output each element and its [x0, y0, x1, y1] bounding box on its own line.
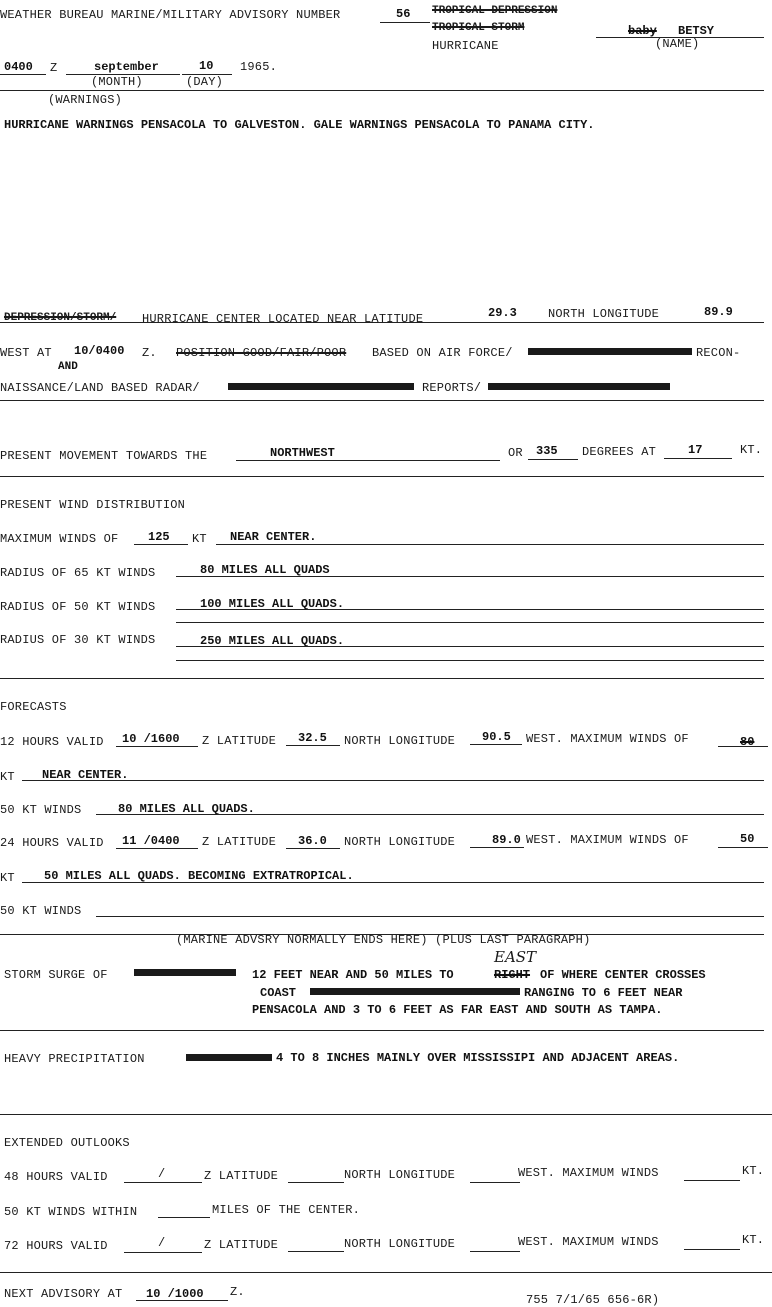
forecasts-heading: FORECASTS — [0, 700, 67, 714]
max-kt: KT — [192, 532, 207, 546]
w50-within-end: MILES OF THE CENTER. — [212, 1203, 361, 1217]
movement-speed: 17 — [688, 443, 703, 457]
h72-label: 72 HOURS VALID — [4, 1239, 108, 1253]
surge-struck-word: RIGHT — [494, 968, 531, 982]
max-winds-value: 125 — [148, 530, 170, 544]
h12-long: 90.5 — [482, 730, 511, 744]
center-latitude: 29.3 — [488, 306, 517, 320]
advisory-month: september — [94, 60, 159, 74]
h12-label: 12 HOURS VALID — [0, 735, 104, 749]
month-label: (MONTH) — [91, 75, 143, 89]
r65-value: 80 MILES ALL QUADS — [200, 563, 330, 577]
h72-z-lat: Z LATITUDE — [204, 1238, 279, 1252]
next-advisory-label: NEXT ADVISORY AT — [4, 1287, 123, 1301]
h12-w50: 80 MILES ALL QUADS. — [118, 802, 255, 816]
h24-valid: 11 /0400 — [122, 834, 180, 848]
warnings-text: HURRICANE WARNINGS PENSACOLA TO GALVESTON. GALE WARNINGS PENSACOLA TO PANAMA CITY. — [4, 118, 595, 132]
surge-line2-b: RANGING TO 6 FEET NEAR — [524, 986, 683, 1000]
h24-note: 50 MILES ALL QUADS. BECOMING EXTRATROPICAL. — [44, 869, 354, 883]
surge-line1-end: OF WHERE CENTER CROSSES — [540, 968, 706, 982]
z-label: Z — [50, 61, 58, 75]
reports-label: REPORTS/ — [422, 381, 482, 395]
next-advisory-z: Z. — [230, 1285, 245, 1299]
h48-slash: / — [158, 1167, 166, 1181]
h24-label: 24 HOURS VALID — [0, 836, 104, 850]
surge-line1: 12 FEET NEAR AND 50 MILES TO — [252, 968, 454, 982]
h12-kt: KT — [0, 770, 15, 784]
h24-lat: 36.0 — [298, 834, 327, 848]
max-winds-label: MAXIMUM WINDS OF — [0, 532, 119, 546]
warnings-label: (WARNINGS) — [48, 93, 123, 107]
h12-valid: 10 /1600 — [122, 732, 180, 746]
position-struck-prefix: DEPRESSION/STORM/ — [4, 312, 117, 324]
position-quality — [176, 346, 346, 360]
h72-slash: / — [158, 1236, 166, 1250]
r30-label: RADIUS OF 30 KT WINDS — [0, 633, 156, 647]
movement-direction: NORTHWEST — [270, 446, 335, 460]
h12-west-max: WEST. MAXIMUM WINDS OF — [526, 732, 689, 746]
h24-kt: KT — [0, 871, 15, 885]
storm-surge-label: STORM SURGE OF — [4, 968, 108, 982]
name-struck: baby — [628, 24, 657, 38]
h12-w50-label: 50 KT WINDS — [0, 803, 82, 817]
precip-text: 4 TO 8 INCHES MAINLY OVER MISSISSIPI AND ADJACENT AREAS. — [276, 1051, 680, 1065]
marine-note: (MARINE ADVSRY NORMALLY ENDS HERE) (PLUS LAST PARAGRAPH) — [176, 933, 591, 947]
center-longitude: 89.9 — [704, 305, 733, 319]
advisory-title: WEATHER BUREAU MARINE/MILITARY ADVISORY NUMBER — [0, 8, 341, 22]
h24-w50-label: 50 KT WINDS — [0, 904, 82, 918]
h12-max: 80 — [740, 735, 755, 749]
next-advisory-value: 10 /1000 — [146, 1287, 204, 1301]
h24-nlong: NORTH LONGITUDE — [344, 835, 456, 849]
h24-max: 50 — [740, 832, 755, 846]
h12-note: NEAR CENTER. — [42, 768, 129, 782]
advisory-year: 1965. — [240, 60, 278, 74]
position-quality-text: POSITION GOOD/FAIR/POOR — [176, 346, 347, 360]
h48-z-lat: Z LATITUDE — [204, 1169, 279, 1183]
storm-name: BETSY — [678, 24, 715, 38]
or-label: OR — [508, 446, 523, 460]
west-at-value: 10/0400 — [74, 344, 125, 358]
h12-nlong: NORTH LONGITUDE — [344, 734, 456, 748]
h72-west-max: WEST. MAXIMUM WINDS — [518, 1235, 659, 1249]
r30-value: 250 MILES ALL QUADS. — [200, 634, 345, 648]
h24-z-lat: Z LATITUDE — [202, 835, 277, 849]
h72-kt: KT. — [742, 1233, 765, 1247]
h48-label: 48 HOURS VALID — [4, 1170, 108, 1184]
h48-west-max: WEST. MAXIMUM WINDS — [518, 1166, 659, 1180]
h72-nlong: NORTH LONGITUDE — [344, 1237, 456, 1251]
surge-line2-a: COAST — [260, 986, 297, 1000]
type-struck-storm: TROPICAL STORM — [432, 22, 525, 34]
degrees-label: DEGREES AT — [582, 445, 657, 459]
advisory-time: 0400 — [4, 60, 33, 74]
h24-long: 89.0 — [492, 833, 521, 847]
h48-kt: KT. — [742, 1164, 765, 1178]
west-at-label: WEST AT — [0, 346, 52, 360]
name-label: (NAME) — [655, 37, 700, 51]
storm-type: HURRICANE — [432, 39, 499, 53]
z-dot-label: Z. — [142, 346, 157, 360]
center-label: HURRICANE CENTER LOCATED NEAR LATITUDE — [142, 312, 424, 326]
type-struck-depression: TROPICAL DEPRESSION — [432, 5, 558, 17]
form-code: 755 7/1/65 656-6R) — [526, 1293, 660, 1307]
north-longitude-label: NORTH LONGITUDE — [548, 307, 660, 321]
outlooks-heading: EXTENDED OUTLOOKS — [4, 1136, 130, 1150]
advisory-number: 56 — [396, 7, 411, 21]
day-label: (DAY) — [186, 75, 224, 89]
h12-lat: 32.5 — [298, 731, 327, 745]
w50-within-label: 50 KT WINDS WITHIN — [4, 1205, 138, 1219]
movement-label: PRESENT MOVEMENT TOWARDS THE — [0, 449, 208, 463]
surge-line3: PENSACOLA AND 3 TO 6 FEET AS FAR EAST AND SOUTH AS TAMPA. — [252, 1003, 663, 1017]
h48-nlong: NORTH LONGITUDE — [344, 1168, 456, 1182]
precip-label: HEAVY PRECIPITATION — [4, 1052, 145, 1066]
recon-label: RECON- — [696, 346, 741, 360]
h12-z-lat: Z LATITUDE — [202, 734, 277, 748]
based-label: BASED ON AIR FORCE/ — [372, 346, 513, 360]
naissance-label: NAISSANCE/LAND BASED RADAR/ — [0, 381, 200, 395]
kt-label: KT. — [740, 443, 763, 457]
wind-distribution-heading: PRESENT WIND DISTRIBUTION — [0, 498, 186, 512]
r50-label: RADIUS OF 50 KT WINDS — [0, 600, 156, 614]
max-winds-note: NEAR CENTER. — [230, 530, 317, 544]
advisory-day: 10 — [199, 59, 214, 73]
h24-west-max: WEST. MAXIMUM WINDS OF — [526, 833, 689, 847]
r50-value: 100 MILES ALL QUADS. — [200, 597, 345, 611]
movement-degrees: 335 — [536, 444, 558, 458]
surge-hand-word: EAST — [494, 948, 537, 966]
r65-label: RADIUS OF 65 KT WINDS — [0, 566, 156, 580]
and-label: AND — [58, 361, 78, 373]
